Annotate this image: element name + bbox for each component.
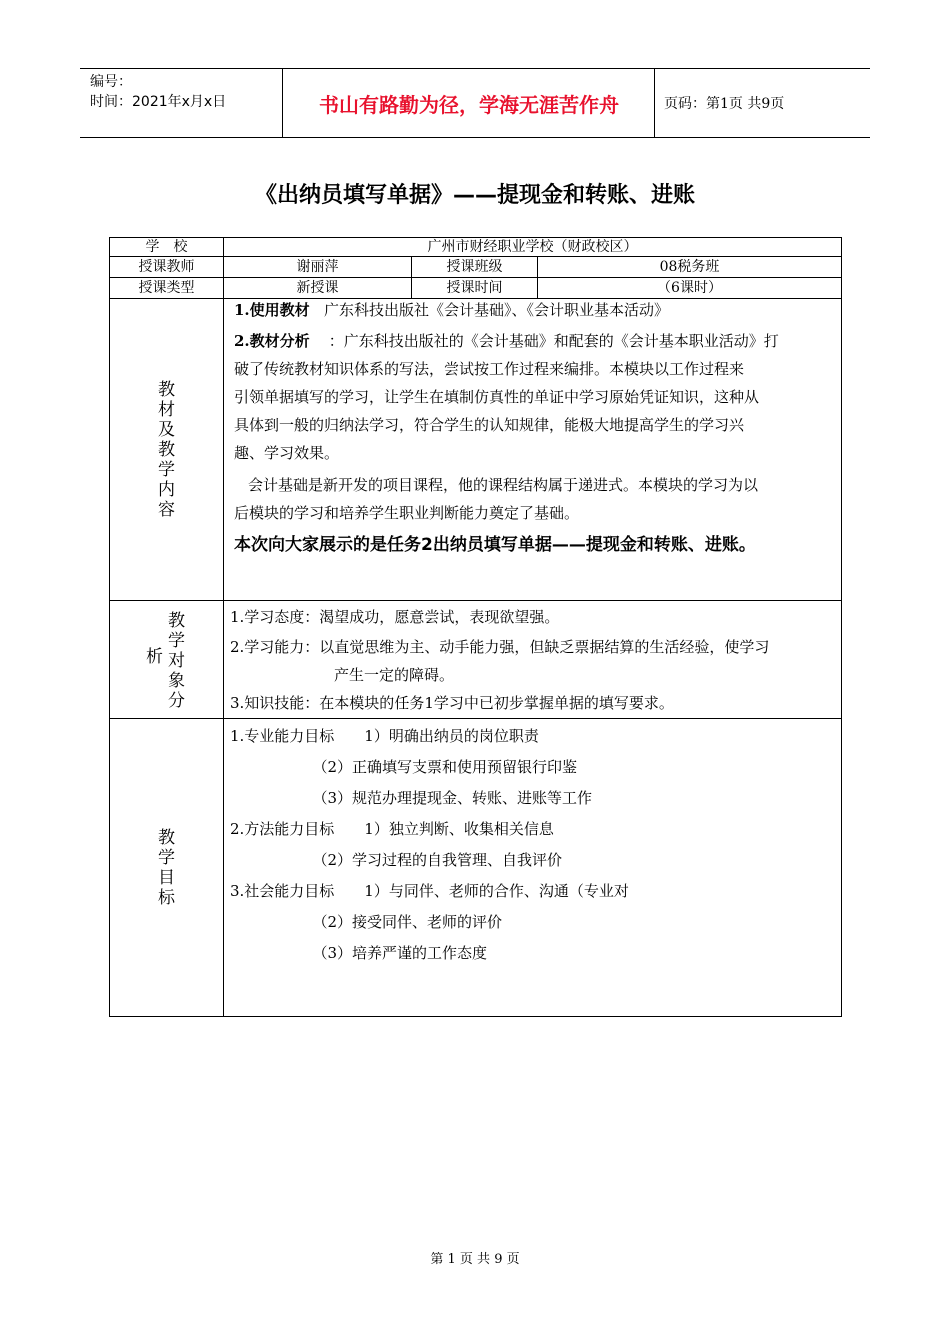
header-divider bbox=[654, 69, 655, 137]
school-row bbox=[110, 238, 842, 257]
analysis-line: 具体到一般的归纳法学习，符合学生的认知规律，能极大地提高学生的学习兴 bbox=[234, 416, 745, 434]
textbook-value: 广东科技出版社《会计基础》、《会计职业基本活动》 bbox=[323, 301, 669, 319]
analysis-line: ：广东科技出版社的《会计基础》和配套的《会计基本职业活动》打 bbox=[328, 332, 779, 350]
materials-label: 教材及教学内容 bbox=[158, 379, 175, 520]
goal-line: （3）规范办理提现金、转账、进账等工作 bbox=[230, 789, 593, 807]
header-divider bbox=[282, 69, 283, 137]
time-value: （6课时） bbox=[538, 278, 842, 299]
students-label: 教学对象分 bbox=[168, 611, 185, 711]
student-item: 3.知识技能：在本模块的任务1学习中已初步掌握单据的填写要求。 bbox=[230, 694, 674, 712]
students-row bbox=[110, 601, 842, 719]
analysis-line: 引领单据填写的学习，让学生在填制仿真性的单证中学习原始凭证知识，这种从 bbox=[234, 388, 760, 406]
goals-row bbox=[110, 719, 842, 1017]
materials-label-cell bbox=[110, 299, 224, 601]
type-label: 授课类型 bbox=[110, 278, 224, 299]
goals-label: 教学目标 bbox=[158, 827, 175, 908]
goal-line: （3）培养严谨的工作态度 bbox=[230, 944, 488, 962]
analysis-label: 2.教材分析 bbox=[234, 332, 310, 350]
goal-line: （2）接受同伴、老师的评价 bbox=[230, 913, 503, 931]
goal-line: 3.社会能力目标 1）与同伴、老师的合作、沟通（专业对 bbox=[230, 882, 629, 900]
lesson-plan-table bbox=[109, 237, 842, 1017]
teacher-value: 谢丽萍 bbox=[224, 257, 412, 278]
students-label-cell bbox=[110, 601, 224, 719]
document-title: 《出纳员填写单据》——提现金和转账、进账 bbox=[254, 183, 695, 208]
teacher-row bbox=[110, 257, 842, 278]
students-content bbox=[224, 601, 842, 719]
class-label: 授课班级 bbox=[412, 257, 538, 278]
goal-line: 2.方法能力目标 1）独立判断、收集相关信息 bbox=[230, 820, 554, 838]
time-label: 授课时间 bbox=[412, 278, 538, 299]
goals-content bbox=[224, 719, 842, 1017]
materials-content bbox=[224, 299, 842, 601]
type-row bbox=[110, 278, 842, 299]
header-page-info: 页码：第1页 共9页 bbox=[664, 96, 785, 112]
students-label-side: 析 bbox=[146, 647, 163, 667]
class-value: 08税务班 bbox=[538, 257, 842, 278]
page-footer: 第 1 页 共 9 页 bbox=[430, 1252, 520, 1267]
type-value: 新授课 bbox=[224, 278, 412, 299]
student-item: 1.学习态度：渴望成功，愿意尝试，表现欲望强。 bbox=[230, 608, 560, 626]
header-meta bbox=[90, 72, 226, 112]
teacher-label: 授课教师 bbox=[110, 257, 224, 278]
serial-label: 编号： bbox=[90, 74, 132, 90]
analysis-line: 破了传统教材知识体系的写法，尝试按工作过程来编排。本模块以工作过程来 bbox=[234, 360, 745, 378]
textbook-label: 1.使用教材 bbox=[234, 301, 310, 319]
paragraph-line: 后模块的学习和培养学生职业判断能力奠定了基础。 bbox=[234, 504, 580, 522]
school-value: 广州市财经职业学校（财政校区） bbox=[224, 238, 842, 257]
analysis-line: 趣、学习效果。 bbox=[234, 444, 340, 462]
paragraph-line: 会计基础是新开发的项目课程，他的课程结构属于递进式。本模块的学习为以 bbox=[248, 476, 759, 494]
materials-row bbox=[110, 299, 842, 601]
student-item-cont: 产生一定的障碍。 bbox=[334, 666, 455, 684]
goal-line: 1.专业能力目标 1）明确出纳员的岗位职责 bbox=[230, 727, 539, 745]
header-motto: 书山有路勤为径，学海无涯苦作舟 bbox=[319, 92, 619, 117]
school-label: 学 校 bbox=[110, 238, 224, 257]
time-label: 时间：2021年x月x日 bbox=[90, 94, 227, 110]
student-item: 2.学习能力：以直觉思维为主、动手能力强，但缺乏票据结算的生活经验，使学习 bbox=[230, 638, 770, 656]
goals-label-cell bbox=[110, 719, 224, 1017]
goal-line: （2）学习过程的自我管理、自我评价 bbox=[230, 851, 563, 869]
goal-line: （2）正确填写支票和使用预留银行印鉴 bbox=[230, 758, 578, 776]
page-header bbox=[80, 68, 870, 138]
highlight-statement: 本次向大家展示的是任务2出纳员填写单据——提现金和转账、进账。 bbox=[234, 535, 756, 555]
